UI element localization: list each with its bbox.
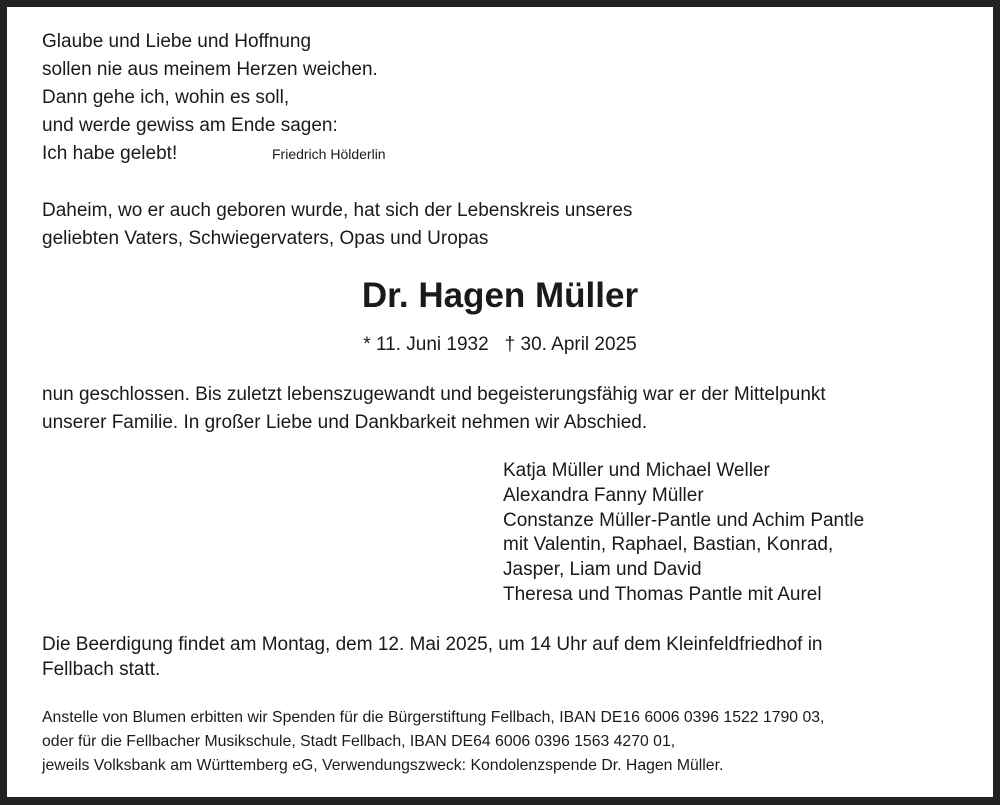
- funeral-line: Fellbach statt.: [42, 659, 161, 680]
- donation-line: oder für die Fellbacher Musikschule, Stadt Fellbach, IBAN DE64 6006 0396 1563 4270 01,: [42, 733, 676, 750]
- birth-date: * 11. Juni 1932: [363, 334, 489, 355]
- poem-author: Friedrich Hölderlin: [272, 146, 386, 162]
- funeral-line: Die Beerdigung findet am Montag, dem 12. Mai 2025, um 14 Uhr auf dem Kleinfeldfriedhof in: [42, 634, 823, 655]
- paragraph-line: unserer Familie. In großer Liebe und Dankbarkeit nehmen wir Abschied.: [42, 412, 648, 433]
- poem-line: sollen nie aus meinem Herzen weichen.: [42, 59, 378, 80]
- donation-line: jeweils Volksbank am Württemberg eG, Verwendungszweck: Kondolenzspende Dr. Hagen Müller.: [42, 757, 724, 774]
- deceased-name: Dr. Hagen Müller: [361, 276, 639, 315]
- intro-text: [42, 197, 632, 253]
- poem-line: Dann gehe ich, wohin es soll,: [42, 87, 290, 108]
- donation-info: [42, 706, 824, 778]
- life-dates: [0, 331, 1000, 359]
- mourner: Alexandra Fanny Müller: [503, 484, 704, 506]
- mourner: Jasper, Liam und David: [503, 559, 702, 581]
- donation-line: Anstelle von Blumen erbitten wir Spenden für die Bürgerstiftung Fellbach, IBAN DE16 6006 0396 1522 1790 03,: [42, 709, 825, 726]
- mourners-list: [503, 459, 864, 608]
- death-date: † 30. April 2025: [504, 334, 637, 355]
- intro-line: geliebten Vaters, Schwiegervaters, Opas und Uropas: [42, 228, 489, 249]
- mourner: mit Valentin, Raphael, Bastian, Konrad,: [503, 534, 834, 556]
- mourner: Constanze Müller-Pantle und Achim Pantle: [503, 509, 865, 531]
- poem: [42, 28, 386, 168]
- mourner: Katja Müller und Michael Weller: [503, 460, 770, 481]
- poem-line-last: [42, 140, 386, 168]
- funeral-info: [42, 632, 823, 682]
- poem-line: Ich habe gelebt!: [42, 143, 178, 164]
- poem-line: und werde gewiss am Ende sagen:: [42, 115, 338, 136]
- poem-line: Glaube und Liebe und Hoffnung: [42, 31, 312, 52]
- farewell-paragraph: [42, 381, 826, 437]
- paragraph-line: nun geschlossen. Bis zuletzt lebenszugewandt und begeisterungsfähig war er der Mittelpunkt: [42, 384, 826, 405]
- mourner: Theresa und Thomas Pantle mit Aurel: [503, 583, 822, 605]
- intro-line: Daheim, wo er auch geboren wurde, hat sich der Lebenskreis unseres: [42, 200, 633, 221]
